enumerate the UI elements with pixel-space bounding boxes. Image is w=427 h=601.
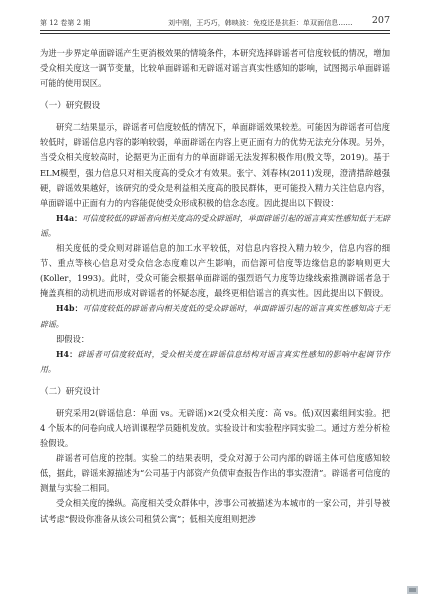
design-paragraph-2: 辟谣者可信度的控制。实验二的结果表明，受众对源于公司内部的辟谣主体可信度感知较低，据此，辟谣来源描述为“公司基于内部资产负债审查报告作出的事实澄清”。辟谣者可信度的测量与实验二相同。 (40, 453, 390, 494)
header-rule-thick (40, 30, 390, 31)
design-paragraph-1: 研究采用2(辟谣信息：单面 vs。无辟谣)×2(受众相关度：高 vs。低)双因素组间实验。把 4 个版本的问卷向成人培训课程学员随机发放。实验设计和实验程序同实验二。通过方差分析检验假设。 (40, 407, 390, 449)
hypothesis-text: 可信度较低的辟谣者向相关度低的受众辟谣时，单面辟谣引起的谣言真实性感知高于无辟谣。 (40, 304, 390, 329)
hypothesis-label: H4b： (56, 304, 83, 314)
spacer (40, 377, 390, 385)
header-rule-thin (40, 33, 390, 34)
hypothesis-text: 辟谣者可信度较低时，受众相关度在辟谣信息结构对谣言真实性感知的影响中起调节作用。 (40, 349, 390, 374)
hypothesis-label: H4a： (56, 213, 82, 223)
section-heading-design: （二）研究设计 (40, 386, 101, 397)
corner-mark-icon (406, 585, 419, 595)
running-header (40, 13, 390, 30)
design-paragraph-3: 受众相关度的操纵。高度相关受众群体中，涉事公司被描述为本城市的一家公司，并引导被试考虑“假设你准备从该公司租赁公寓”；低相关度组则把涉 (40, 498, 390, 524)
page-number: 207 (371, 15, 390, 26)
hypothesis-paragraph-2: 相关度低的受众则对辟谣信息的加工水平较低，对信息内容投入精力较少，信息内容的细节、重点等核心信息对受众信念态度难以产生影响，而信源可信度等边缘信息的影响则更大(Koller，1993)。此时，受众可能会根据单面辟谣的强烈语气力度等边缘线索推测辟谣者急于掩盖真相的动机进而形成对辟谣者的怀疑态度，最终更相信谣言的真实性。因此提出以下假设。 (40, 243, 390, 299)
hypothesis-label: H4： (56, 349, 78, 359)
hypothesis-h4b (40, 301, 390, 331)
hypothesis-h4a (40, 211, 390, 241)
section-heading-hypotheses: （一）研究假设 (40, 101, 101, 112)
running-title: 刘中刚，王巧巧，韩映波：免疫还是抗拒：单双面信息…… (168, 19, 353, 27)
spacer (40, 91, 390, 99)
hypothesis-paragraph-1: 研究二结果显示，辟谣者可信度较低的情况下，单面辟谣效果较差。可能因为辟谣者可信度较低时，辟谣信息内容的影响较弱，单面辟谣在内容上更正面有力的优势无法充分体现。另外，当受众相关度较高时，论据更为正面有力的单面辟谣无法发挥积极作用(殷文等，2019)。基于ELM模型，强力信息只对相关度高的受众才有效果。张宁、刘春林(2011)发现，澄清措辞越强硬，辟谣效果越好，该研究的受众是利益相关度高的股民群体，更可能投入精力关注信息内容，单面辟谣中正面有力的内容能促使受众形成积极的信念态度。因此提出以下假设： (40, 122, 390, 208)
body-text (40, 46, 390, 527)
issue-label: 第 12 卷第 2 期 (40, 19, 91, 27)
hypothesis-text: 可信度较低的辟谣者向相关度高的受众辟谣时，单面辟谣引起的谣言真实性感知低于无辟谣。 (40, 213, 390, 238)
intro-paragraph: 为进一步界定单面辟谣产生更消极效果的情境条件，本研究选择辟谣者可信度较低的情况，增加受众相关度这一调节变量，比较单面辟谣和无辟谣对谣言真实性感知的影响，试图揭示单面辟谣可能的使用误区。 (40, 48, 390, 89)
hypothesis-paragraph-3: 即假设： (56, 333, 90, 344)
hypothesis-h4 (40, 347, 390, 377)
